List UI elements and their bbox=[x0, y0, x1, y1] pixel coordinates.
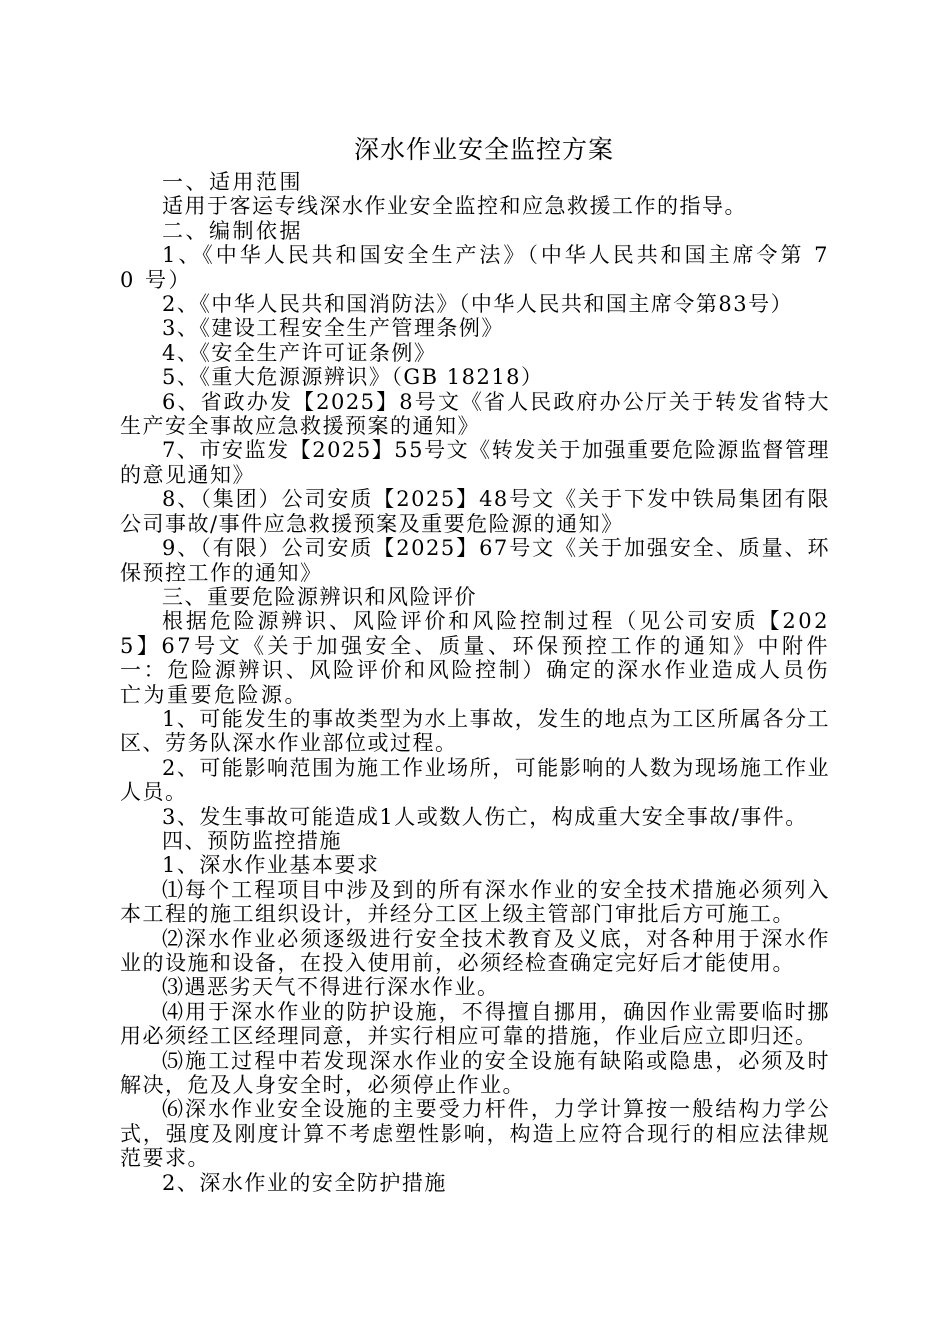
subsection-heading-protection-measures: 2、深水作业的安全防护措施 bbox=[162, 1170, 447, 1195]
basis-item-7: 7、市安监发【2025】55号文《转发关于加强重要危险源监督管理的意见通知》 bbox=[120, 438, 830, 487]
subsection-heading-basic-requirements: 1、深水作业基本要求 bbox=[162, 853, 380, 878]
paragraph-scope: 适用于客运专线深水作业安全监控和应急救援工作的指导。 bbox=[162, 194, 747, 219]
paragraph-hazard-identification: 根据危险源辨识、风险评价和风险控制过程（见公司安质【2025】67号文《关于加强安全、质量、环保预控工作的通知》中附件一：危险源辨识、风险评价和风险控制）确定的深水作业造成人员伤亡为重要危险源。 bbox=[120, 609, 830, 707]
basis-item-1: 1、《中华人民共和国安全生产法》（中华人民共和国主席令第 70 号） bbox=[120, 243, 830, 292]
document-page bbox=[120, 132, 830, 1195]
requirement-item-4: ⑷用于深水作业的防护设施，不得擅自挪用，确因作业需要临时挪用必须经工区经理同意，并实行相应可靠的措施，作业后应立即归还。 bbox=[120, 999, 830, 1049]
requirement-item-2: ⑵深水作业必须逐级进行安全技术教育及义底，对各种用于深水作业的设施和设备，在投入使用前，必须经检查确定完好后才能使用。 bbox=[120, 926, 830, 975]
requirement-item-1: ⑴每个工程项目中涉及到的所有深水作业的安全技术措施必须列入本工程的施工组织设计，并经分工区上级主管部门审批后方可施工。 bbox=[120, 877, 830, 927]
basis-item-3: 3、《建设工程安全生产管理条例》 bbox=[162, 316, 504, 341]
basis-item-6: 6、省政办发【2025】8号文《省人民政府办公厅关于转发省特大生产安全事故应急救援预案的通知》 bbox=[120, 389, 830, 439]
basis-item-8: 8、（集团）公司安质【2025】48号文《关于下发中铁局集团有限公司事故/事件应急救援预案及重要危险源的通知》 bbox=[120, 487, 830, 536]
basis-item-4: 4、《安全生产许可证条例》 bbox=[162, 340, 437, 365]
document-title: 深水作业安全监控方案 bbox=[353, 135, 614, 164]
basis-item-2: 2、《中华人民共和国消防法》（中华人民共和国主席令第83号） bbox=[162, 292, 794, 317]
basis-item-9: 9、（有限）公司安质【2025】67号文《关于加强安全、质量、环保预控工作的通知》 bbox=[120, 536, 830, 585]
hazard-item-1: 1、可能发生的事故类型为水上事故，发生的地点为工区所属各分工区、劳务队深水作业部位或过程。 bbox=[120, 706, 830, 756]
section-heading-prevention: 四、预防监控措施 bbox=[162, 828, 342, 853]
requirement-item-6: ⑹深水作业安全设施的主要受力杆件，力学计算按一般结构力学公式，强度及刚度计算不考虑塑性影响，构造上应符合现行的相应法律规范要求。 bbox=[120, 1097, 830, 1171]
section-heading-basis: 二、编制依据 bbox=[162, 218, 303, 243]
requirement-item-3: ⑶遇恶劣天气不得进行深水作业。 bbox=[162, 975, 500, 1000]
section-heading-scope: 一、适用范围 bbox=[162, 170, 303, 194]
requirement-item-5: ⑸施工过程中若发现深水作业的安全设施有缺陷或隐患，必须及时解决，危及人身安全时，必须停止作业。 bbox=[120, 1048, 830, 1098]
hazard-item-2: 2、可能影响范围为施工作业场所，可能影响的人数为现场施工作业人员。 bbox=[120, 755, 830, 805]
section-heading-hazard: 三、重要危险源辨识和风险评价 bbox=[162, 584, 477, 609]
hazard-item-3: 3、发生事故可能造成1人或数人伤亡，构成重大安全事故/事件。 bbox=[162, 804, 808, 829]
basis-item-5: 5、《重大危源源辨识》（GB 18218） bbox=[162, 365, 544, 390]
